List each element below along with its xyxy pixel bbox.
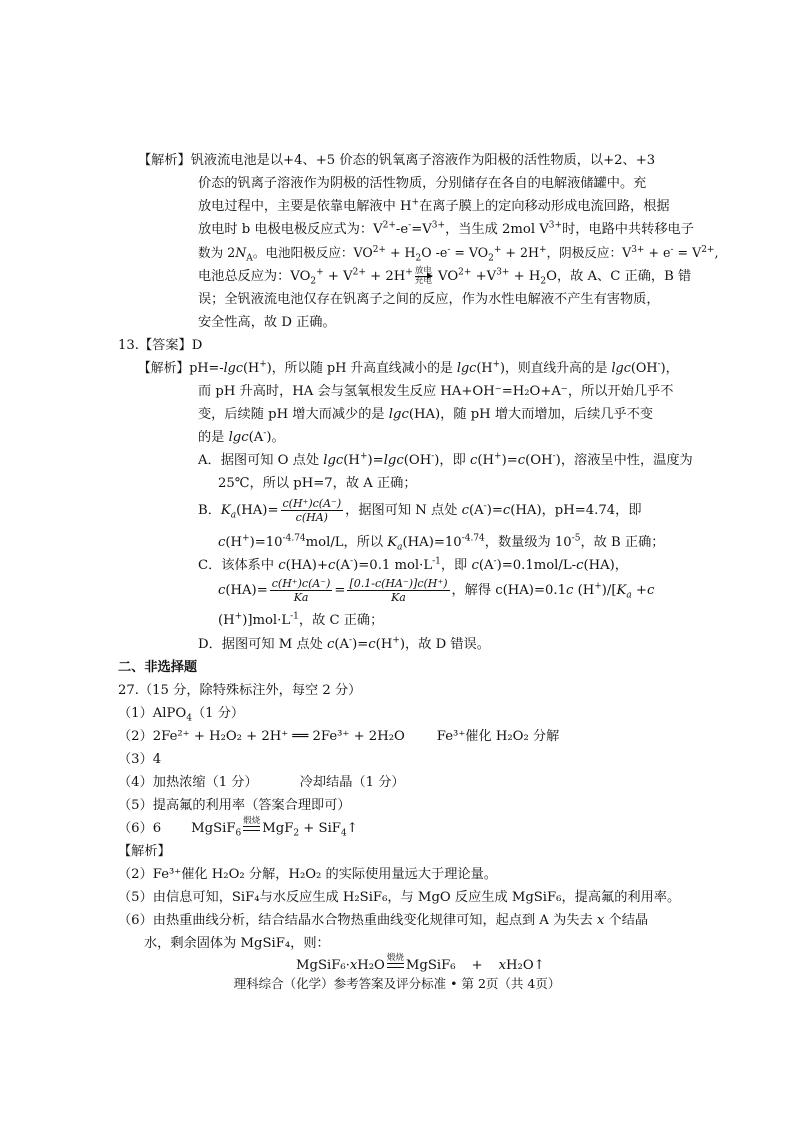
discharge-charge-arrow: 放电 充电: [414, 266, 432, 286]
q13-option-b-line1: B．$K_a(HA)=$ $\frac{c(H^+)c(A^-)}{c(HA)}$ ，据图可知 N 点处 c(A-)=c(HA)，pH=4.74，即: [198, 497, 642, 524]
q27-answer-3: （3）4: [118, 752, 162, 767]
q13-option-b-line2: $c(H^+)=10^{-4.74}mol/L$，所以 $K_a(HA)=10^{-4.74}$，数量级为 $10^{-5}$，故 B 正确；: [218, 533, 665, 553]
page-footer: 理科综合（化学）参考答案及评分标准 • 第 2页（共 4页）: [233, 976, 561, 991]
section-title: 二、非选择题: [118, 660, 198, 675]
q27-answer-5: （5）提高氟的利用率（答案合理即可）: [118, 798, 351, 813]
explain-label: 【解析】: [138, 153, 191, 168]
explain12-line7: 误；全钒液流电池仅存在钒离子之间的反应，作为水性电解液不产生有害物质，: [198, 292, 660, 307]
q27-equation: MgSiF₆·xH₂O 煅烧 MgSiF₆ + xH₂O↑: [296, 954, 545, 977]
q13-option-c-line3: $(H^+)]mol\cdot L^{-1}$，故 C 正确；: [218, 611, 384, 628]
q13-option-c-line2: c(HA)= $\frac{c(H^+)c(A^-)}{Ka}$ = $\frac{[0.1-c(HA^-)]c(H^+)}{Ka}$ ，解得 c(HA)=0.1c $(H^+)/[K_a +c$: [218, 577, 655, 604]
q13-line4: 的是 lgc(A-)。: [198, 428, 285, 445]
explain12-line4: 放电时 b 电极电极反应式为：$V^{2+}-e^-=V^{3+}$，当生成 2mol $V^{3+}$时，电路中共转移电子: [198, 220, 694, 237]
q27-explain-6-line2: 水，剩余固体为 MgSiF₄，则：: [144, 936, 330, 951]
q27-title: 27.（15 分，除特殊标注外，每空 2 分）: [118, 683, 362, 698]
calcination-arrow-2: 煅烧: [387, 954, 404, 977]
c-fraction-1: $\frac{c(H^+)c(A^-)}{Ka}$: [271, 577, 331, 604]
q13-option-c-line1: C．该体系中 c(HA)+c(A-)=0.1 $mol\cdot L^{-1}$，即 c(A-)=0.1mol/L-c(HA)，: [198, 556, 628, 573]
q27-answer-4: （4）加热浓缩（1 分） 冷却结晶（1 分）: [118, 775, 405, 790]
explain12-line1: 【解析】钒液流电池是以+4、+5 价态的钒氧离子溶液作为阳极的活性物质，以+2、+3: [138, 153, 656, 168]
q27-answer-1: （1）AlPO$_4$（1 分）: [118, 706, 245, 724]
q13-option-a-line2: 25℃，所以 pH=7，故 A 正确；: [218, 476, 417, 491]
explain12-line3: 放电过程中，主要是依靠电解液中 H+在离子膜上的定向移动形成电流回路，根据: [198, 197, 670, 214]
c-fraction-2: $\frac{[0.1-c(HA^-)]c(H^+)}{Ka}$: [349, 577, 448, 604]
q27-explain-label: 【解析】: [118, 844, 171, 859]
explain12-line6: 电池总反应为：$VO_2^+ + V^{2+} + 2H^+$ 放电 充电 $VO^{2+} +V^{3+} + H_2O$，故 A、C 正确，B 错: [198, 266, 692, 287]
explain12-line5: 数为 $2N_A$。电池阳极反应：$VO^{2+} + H_2O$ $-e^- = VO_2^+ + 2H^+$，阴极反应：$V^{3+} + e^- = V^{2+}$,: [198, 244, 719, 264]
calcination-arrow: 煅烧: [243, 817, 260, 840]
q13-answer: 13.【答案】D: [118, 338, 203, 353]
q27-explain-2: （2）Fe³⁺催化 H₂O₂ 分解，H₂O₂ 的实际使用量远大于理论量。: [118, 867, 497, 882]
q27-explain-6-line1: （6）由热重曲线分析，结合结晶水合物热重曲线变化规律可知，起点到 A 为失去 x 个结晶: [118, 913, 649, 928]
q27-answer-6: （6）6 MgSiF$_6$ 煅烧 MgF$_2$ + SiF$_4$↑: [118, 816, 358, 839]
q13-option-d: D．据图可知 M 点处 c(A-)=c(H+)，故 D 错误。: [198, 635, 490, 652]
q27-explain-5: （5）由信息可知，SiF₄与水反应生成 H₂SiF₆，与 MgO 反应生成 MgSiF₆，提高氟的利用率。: [118, 890, 681, 905]
ka-fraction: $\frac{c(H^+)c(A^-)}{c(HA)}$: [282, 497, 342, 524]
q13-line2: 而 pH 升高时，HA 会与氢氧根发生反应 HA+OH⁻=H₂O+A⁻，所以开始几乎不: [198, 384, 674, 399]
q13-line3: 变，后续随 pH 增大而减少的是 lgc(HA)，随 pH 增大而增加，后续几乎不变: [198, 407, 654, 422]
explain12-line2: 价态的钒离子溶液作为阴极的活性物质，分别储存在各自的电解液储罐中。充: [198, 176, 647, 191]
explain12-line8: 安全性高，故 D 正确。: [198, 315, 336, 330]
q27-answer-2: （2）2Fe²⁺ + H₂O₂ + 2H⁺ ══ 2Fe³⁺ + 2H₂O Fe³⁺催化 H₂O₂ 分解: [118, 729, 560, 744]
q13-option-a-line1: A．据图可知 O 点处 lgc(H+)=lgc(OH-)，即 c(H+)=c(OH-)，溶液呈中性，温度为: [198, 451, 693, 468]
q13-line1: 【解析】pH=-lgc(H+)，所以随 pH 升高直线减小的是 lgc(H+)，则直线升高的是 lgc(OH-)，: [138, 359, 679, 376]
